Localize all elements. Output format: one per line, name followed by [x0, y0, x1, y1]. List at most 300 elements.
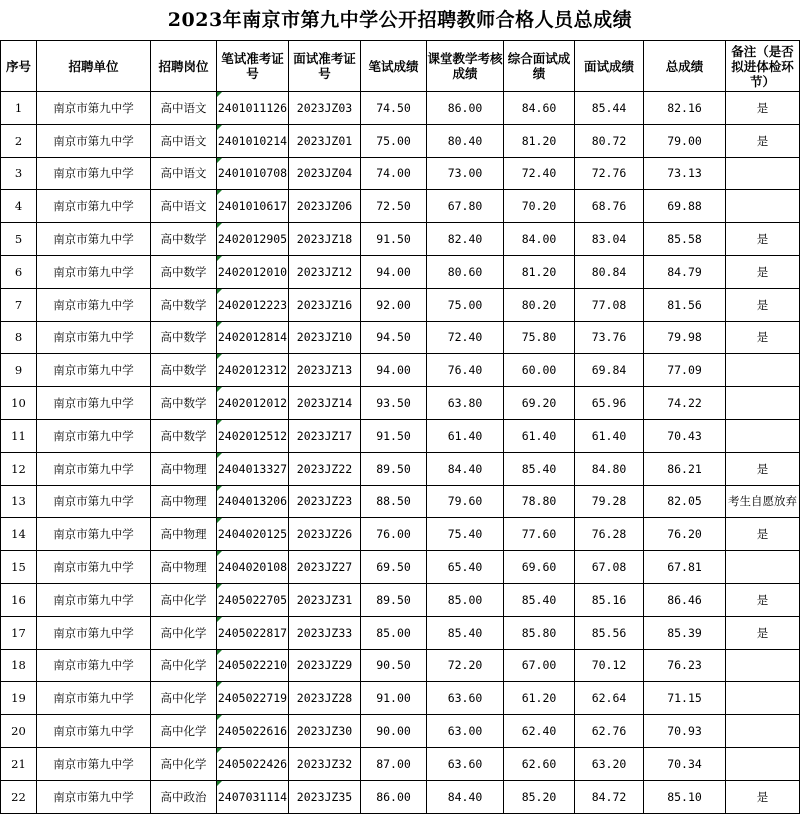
cell-lesson-score	[427, 92, 504, 125]
cell-lesson-score	[427, 452, 504, 485]
cell-note-text: 是	[756, 232, 769, 247]
cell-interview-comp-text: 85.40	[521, 461, 557, 476]
cell-interview-id-text: 2023JZ13	[296, 363, 353, 378]
cell-interview-comp	[504, 747, 575, 780]
cell-interview-score-text: 61.40	[591, 428, 627, 443]
cell-interview-score-text: 70.12	[591, 658, 627, 673]
cell-lesson-score-text: 86.00	[447, 100, 483, 115]
cell-post-text: 高中数学	[160, 428, 207, 443]
cell-unit-text: 南京市第九中学	[53, 297, 134, 312]
cell-written-score-text: 86.00	[376, 789, 411, 804]
cell-note	[726, 518, 800, 551]
cell-written-id	[217, 583, 289, 616]
cell-post-text: 高中数学	[160, 297, 207, 312]
cell-interview-comp-text: 62.60	[521, 756, 557, 771]
error-flag-icon	[217, 518, 222, 523]
cell-seq	[1, 551, 37, 584]
cell-post-text: 高中物理	[160, 494, 207, 509]
cell-interview-score-text: 85.44	[591, 100, 627, 115]
cell-written-id-text: 2405022817	[217, 625, 288, 640]
cell-written-score-text: 94.50	[376, 330, 411, 345]
table-row	[1, 190, 800, 223]
error-flag-icon	[217, 223, 222, 228]
cell-written-id-text: 2407031114	[217, 789, 288, 804]
cell-post	[151, 682, 217, 715]
cell-unit	[37, 682, 151, 715]
cell-note-text: 是	[756, 100, 769, 115]
cell-unit-text: 南京市第九中学	[53, 691, 134, 706]
cell-note	[726, 321, 800, 354]
cell-lesson-score	[427, 354, 504, 387]
cell-interview-score-text: 84.80	[591, 461, 627, 476]
cell-written-score-text: 76.00	[376, 527, 411, 542]
cell-seq	[1, 288, 37, 321]
cell-written-score	[361, 682, 427, 715]
cell-seq-text: 17	[11, 625, 26, 640]
cell-note	[726, 157, 800, 190]
cell-interview-score	[575, 387, 644, 420]
cell-interview-score-text: 79.28	[591, 494, 627, 509]
cell-post	[151, 190, 217, 223]
cell-written-score	[361, 715, 427, 748]
cell-interview-score	[575, 649, 644, 682]
cell-seq	[1, 518, 37, 551]
cell-lesson-score-text: 82.40	[447, 232, 483, 247]
cell-unit	[37, 715, 151, 748]
error-flag-icon	[217, 617, 222, 622]
cell-unit-text: 南京市第九中学	[53, 396, 134, 411]
cell-seq-text: 3	[14, 166, 23, 181]
cell-lesson-score-text: 72.20	[447, 658, 483, 673]
cell-lesson-score	[427, 551, 504, 584]
cell-post-text: 高中化学	[160, 592, 207, 607]
cell-lesson-score	[427, 419, 504, 452]
cell-note-text: 是	[756, 297, 769, 312]
cell-unit-text: 南京市第九中学	[53, 724, 134, 739]
cell-post-text: 高中语文	[160, 199, 207, 214]
cell-written-score	[361, 354, 427, 387]
cell-seq-text: 15	[11, 560, 26, 575]
table-row	[1, 780, 800, 813]
cell-post-text: 高中化学	[160, 625, 207, 640]
cell-written-score	[361, 419, 427, 452]
cell-post-text: 高中语文	[160, 166, 207, 181]
cell-unit	[37, 124, 151, 157]
cell-total-text: 81.56	[667, 297, 702, 312]
cell-interview-score-text: 85.56	[591, 625, 627, 640]
table-row	[1, 452, 800, 485]
cell-total	[644, 92, 726, 125]
cell-interview-id-text: 2023JZ18	[296, 232, 353, 247]
cell-seq-text: 14	[11, 527, 26, 542]
cell-written-id-text: 2402012223	[217, 297, 288, 312]
table-row	[1, 616, 800, 649]
cell-total-text: 70.34	[667, 756, 702, 771]
cell-unit-text: 南京市第九中学	[53, 100, 134, 115]
cell-interview-id-text: 2023JZ04	[296, 166, 353, 181]
cell-interview-score	[575, 321, 644, 354]
cell-lesson-score-text: 61.40	[447, 428, 483, 443]
header-written-id: 笔试准考证号	[217, 41, 289, 92]
cell-interview-comp	[504, 321, 575, 354]
cell-post	[151, 485, 217, 518]
cell-interview-comp	[504, 190, 575, 223]
cell-post-text: 高中数学	[160, 264, 207, 279]
cell-written-id	[217, 255, 289, 288]
table-row	[1, 387, 800, 420]
cell-total	[644, 419, 726, 452]
cell-unit	[37, 223, 151, 256]
cell-written-score	[361, 288, 427, 321]
cell-post-text: 高中语文	[160, 100, 207, 115]
cell-seq-text: 11	[11, 428, 26, 443]
cell-post-text: 高中政治	[160, 789, 207, 804]
cell-interview-comp-text: 69.20	[521, 396, 557, 411]
cell-interview-id	[289, 649, 361, 682]
cell-total	[644, 747, 726, 780]
cell-seq-text: 4	[14, 199, 23, 214]
table-row	[1, 157, 800, 190]
cell-interview-comp-text: 61.40	[521, 428, 557, 443]
table-row	[1, 92, 800, 125]
cell-unit-text: 南京市第九中学	[53, 658, 134, 673]
cell-post	[151, 419, 217, 452]
cell-interview-id-text: 2023JZ30	[296, 724, 353, 739]
cell-post-text: 高中化学	[160, 756, 207, 771]
cell-lesson-score	[427, 223, 504, 256]
cell-interview-id	[289, 616, 361, 649]
cell-lesson-score-text: 63.60	[447, 756, 483, 771]
cell-written-id	[217, 321, 289, 354]
error-flag-icon	[217, 289, 222, 294]
cell-lesson-score	[427, 288, 504, 321]
cell-note	[726, 255, 800, 288]
cell-written-score	[361, 124, 427, 157]
cell-unit-text: 南京市第九中学	[53, 560, 134, 575]
cell-total-text: 86.21	[667, 461, 702, 476]
cell-total	[644, 616, 726, 649]
cell-note-text: 是	[756, 625, 769, 640]
cell-lesson-score	[427, 715, 504, 748]
cell-interview-score	[575, 485, 644, 518]
cell-unit-text: 南京市第九中学	[53, 592, 134, 607]
cell-total-text: 85.58	[667, 232, 702, 247]
cell-seq-text: 20	[11, 724, 26, 739]
cell-interview-score-text: 65.96	[591, 396, 627, 411]
cell-interview-id	[289, 92, 361, 125]
cell-written-score	[361, 452, 427, 485]
cell-written-id	[217, 92, 289, 125]
cell-note-text: 是	[756, 789, 769, 804]
cell-written-id-text: 2402012010	[217, 264, 288, 279]
cell-interview-score-text: 80.72	[591, 133, 627, 148]
header-seq: 序号	[1, 41, 37, 92]
cell-interview-id	[289, 419, 361, 452]
cell-lesson-score	[427, 321, 504, 354]
cell-total	[644, 223, 726, 256]
cell-written-score	[361, 157, 427, 190]
cell-lesson-score-text: 76.40	[447, 363, 483, 378]
cell-interview-comp	[504, 419, 575, 452]
cell-unit-text: 南京市第九中学	[53, 166, 134, 181]
cell-interview-comp-text: 85.80	[521, 625, 557, 640]
cell-note	[726, 780, 800, 813]
cell-interview-comp	[504, 780, 575, 813]
cell-total	[644, 157, 726, 190]
cell-interview-score	[575, 616, 644, 649]
table-row	[1, 321, 800, 354]
cell-written-id-text: 2401011126	[217, 100, 288, 115]
cell-total-text: 86.46	[667, 592, 702, 607]
cell-lesson-score	[427, 583, 504, 616]
cell-interview-id-text: 2023JZ12	[296, 264, 353, 279]
cell-unit	[37, 780, 151, 813]
cell-note	[726, 223, 800, 256]
cell-seq-text: 21	[11, 756, 26, 771]
cell-interview-comp	[504, 518, 575, 551]
table-row	[1, 715, 800, 748]
cell-lesson-score-text: 72.40	[447, 330, 483, 345]
table-row	[1, 288, 800, 321]
cell-unit	[37, 190, 151, 223]
header-post: 招聘岗位	[151, 41, 217, 92]
cell-lesson-score	[427, 387, 504, 420]
cell-interview-id-text: 2023JZ33	[296, 625, 353, 640]
cell-total-text: 67.81	[667, 560, 702, 575]
cell-seq-text: 18	[11, 658, 26, 673]
cell-interview-comp-text: 72.40	[521, 166, 557, 181]
cell-interview-score	[575, 551, 644, 584]
cell-interview-comp-text: 77.60	[521, 527, 557, 542]
cell-unit	[37, 583, 151, 616]
cell-lesson-score	[427, 649, 504, 682]
cell-seq-text: 10	[11, 396, 26, 411]
cell-interview-id	[289, 255, 361, 288]
cell-post	[151, 92, 217, 125]
error-flag-icon	[217, 682, 222, 687]
cell-seq	[1, 157, 37, 190]
cell-written-id	[217, 288, 289, 321]
cell-interview-comp	[504, 682, 575, 715]
cell-seq	[1, 124, 37, 157]
cell-interview-score-text: 85.16	[591, 592, 627, 607]
cell-unit	[37, 616, 151, 649]
error-flag-icon	[217, 748, 222, 753]
cell-interview-comp	[504, 288, 575, 321]
cell-post	[151, 124, 217, 157]
cell-seq-text: 1	[14, 100, 23, 115]
error-flag-icon	[217, 158, 222, 163]
error-flag-icon	[217, 354, 222, 359]
cell-total	[644, 485, 726, 518]
cell-interview-id	[289, 747, 361, 780]
cell-post	[151, 747, 217, 780]
cell-seq	[1, 419, 37, 452]
page-title: 2023年南京市第九中学公开招聘教师合格人员总成绩	[167, 9, 633, 31]
cell-written-score-text: 88.50	[376, 494, 411, 509]
cell-lesson-score-text: 75.40	[447, 527, 483, 542]
cell-post	[151, 715, 217, 748]
cell-interview-id-text: 2023JZ10	[296, 330, 353, 345]
cell-interview-id-text: 2023JZ06	[296, 199, 353, 214]
cell-written-score	[361, 485, 427, 518]
cell-written-id	[217, 780, 289, 813]
cell-written-score	[361, 583, 427, 616]
cell-written-score	[361, 255, 427, 288]
cell-total-text: 74.22	[667, 396, 702, 411]
cell-seq-text: 22	[11, 789, 26, 804]
cell-interview-score-text: 62.64	[591, 691, 627, 706]
header-written-score: 笔试成绩	[361, 41, 427, 92]
cell-post	[151, 255, 217, 288]
cell-written-score-text: 91.50	[376, 232, 411, 247]
cell-written-id	[217, 419, 289, 452]
cell-written-score	[361, 92, 427, 125]
cell-interview-id	[289, 190, 361, 223]
header-interview-score: 面试成绩	[575, 41, 644, 92]
cell-written-score-text: 90.00	[376, 724, 411, 739]
cell-seq-text: 2	[14, 133, 23, 148]
cell-interview-id	[289, 288, 361, 321]
error-flag-icon	[217, 92, 222, 97]
cell-unit	[37, 485, 151, 518]
cell-interview-comp-text: 80.20	[521, 297, 557, 312]
cell-written-score	[361, 518, 427, 551]
cell-seq	[1, 485, 37, 518]
table-row	[1, 124, 800, 157]
cell-interview-score	[575, 157, 644, 190]
cell-written-score-text: 75.00	[376, 133, 411, 148]
cell-interview-id-text: 2023JZ14	[296, 396, 353, 411]
cell-note-text: 是	[756, 133, 769, 148]
cell-lesson-score	[427, 682, 504, 715]
cell-total-text: 85.39	[667, 625, 702, 640]
cell-interview-id	[289, 715, 361, 748]
cell-interview-score-text: 80.84	[591, 264, 627, 279]
header-lesson-score: 课堂教学考核成绩	[427, 41, 504, 92]
cell-interview-score	[575, 682, 644, 715]
cell-written-id-text: 2402012012	[217, 396, 288, 411]
table-row	[1, 682, 800, 715]
cell-interview-comp	[504, 223, 575, 256]
cell-post	[151, 583, 217, 616]
table-row	[1, 354, 800, 387]
cell-post-text: 高中数学	[160, 330, 207, 345]
cell-interview-score-text: 72.76	[591, 166, 627, 181]
cell-written-id	[217, 649, 289, 682]
cell-written-score-text: 72.50	[376, 199, 411, 214]
table-row	[1, 551, 800, 584]
cell-total	[644, 551, 726, 584]
cell-written-id	[217, 551, 289, 584]
cell-interview-comp-text: 85.40	[521, 592, 557, 607]
cell-interview-id	[289, 321, 361, 354]
table-row	[1, 518, 800, 551]
cell-written-score-text: 91.00	[376, 691, 411, 706]
cell-written-id-text: 2401010214	[217, 133, 288, 148]
table-row	[1, 747, 800, 780]
error-flag-icon	[217, 190, 222, 195]
cell-post-text: 高中化学	[160, 724, 207, 739]
cell-total	[644, 288, 726, 321]
cell-post	[151, 649, 217, 682]
cell-interview-score	[575, 747, 644, 780]
error-flag-icon	[217, 322, 222, 327]
cell-unit	[37, 518, 151, 551]
cell-interview-score-text: 84.72	[591, 789, 627, 804]
cell-unit	[37, 452, 151, 485]
cell-lesson-score	[427, 485, 504, 518]
cell-written-score-text: 85.00	[376, 625, 411, 640]
cell-note	[726, 682, 800, 715]
cell-seq-text: 6	[14, 264, 23, 279]
cell-seq	[1, 747, 37, 780]
cell-interview-comp	[504, 255, 575, 288]
cell-interview-comp-text: 61.20	[521, 691, 557, 706]
cell-unit-text: 南京市第九中学	[53, 330, 134, 345]
cell-post-text: 高中数学	[160, 232, 207, 247]
cell-unit-text: 南京市第九中学	[53, 232, 134, 247]
cell-post	[151, 452, 217, 485]
cell-written-id-text: 2402012905	[217, 232, 288, 247]
cell-interview-comp	[504, 616, 575, 649]
cell-post-text: 高中物理	[160, 527, 207, 542]
cell-note	[726, 747, 800, 780]
cell-unit	[37, 419, 151, 452]
cell-written-id-text: 2401010708	[217, 166, 288, 181]
cell-seq	[1, 223, 37, 256]
cell-interview-id-text: 2023JZ31	[296, 592, 353, 607]
cell-interview-id-text: 2023JZ26	[296, 527, 353, 542]
cell-lesson-score-text: 80.60	[447, 264, 483, 279]
cell-seq-text: 5	[14, 232, 23, 247]
cell-interview-comp-text: 84.00	[521, 232, 557, 247]
cell-post	[151, 288, 217, 321]
cell-written-id-text: 2402012312	[217, 363, 288, 378]
cell-seq	[1, 321, 37, 354]
cell-unit-text: 南京市第九中学	[53, 133, 134, 148]
cell-written-id-text: 2405022426	[217, 756, 288, 771]
cell-total	[644, 124, 726, 157]
cell-note-text: 是	[756, 461, 769, 476]
cell-interview-id-text: 2023JZ29	[296, 658, 353, 673]
cell-unit-text: 南京市第九中学	[53, 199, 134, 214]
cell-interview-comp	[504, 124, 575, 157]
cell-post-text: 高中数学	[160, 363, 207, 378]
table-row	[1, 649, 800, 682]
cell-interview-comp-text: 84.60	[521, 100, 557, 115]
cell-seq	[1, 190, 37, 223]
cell-note	[726, 288, 800, 321]
cell-interview-comp	[504, 551, 575, 584]
cell-note-text: 是	[756, 527, 769, 542]
cell-note	[726, 551, 800, 584]
cell-written-id-text: 2404020108	[217, 560, 288, 575]
cell-interview-id-text: 2023JZ23	[296, 494, 353, 509]
cell-lesson-score	[427, 518, 504, 551]
cell-lesson-score-text: 84.40	[447, 461, 483, 476]
cell-written-id-text: 2404013327	[217, 461, 288, 476]
cell-written-score-text: 94.00	[376, 363, 411, 378]
error-flag-icon	[217, 125, 222, 130]
cell-written-id	[217, 485, 289, 518]
cell-post	[151, 551, 217, 584]
cell-interview-score-text: 69.84	[591, 363, 627, 378]
cell-seq	[1, 354, 37, 387]
table-row	[1, 583, 800, 616]
cell-interview-comp-text: 69.60	[521, 560, 557, 575]
cell-written-id	[217, 190, 289, 223]
